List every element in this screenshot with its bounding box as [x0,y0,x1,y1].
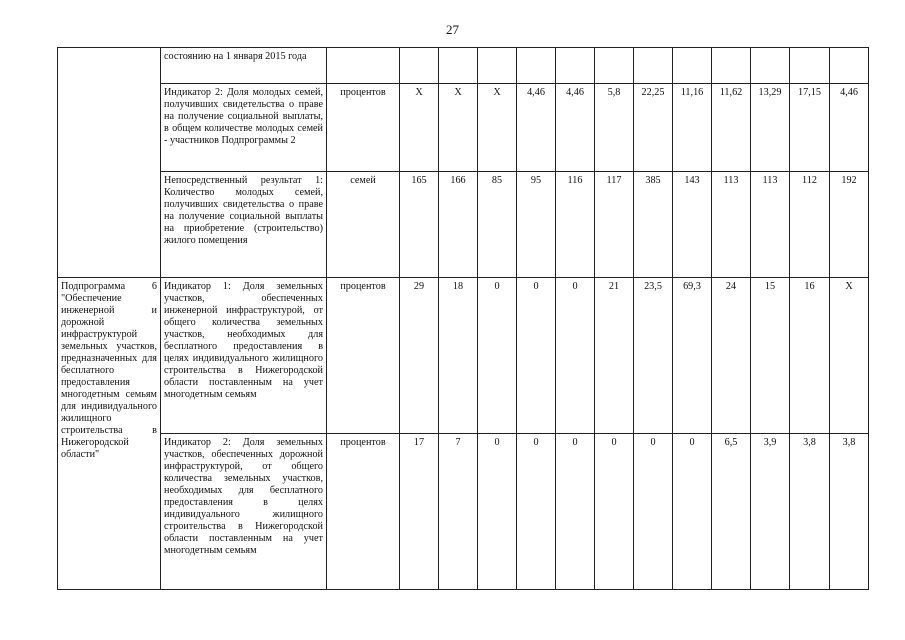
value-cell: 85 [478,172,517,278]
value-cell: 116 [556,172,595,278]
unit-cell: процентов [327,278,400,434]
value-cell: 112 [790,172,830,278]
value-cell: 0 [517,278,556,434]
value-cell: 15 [751,278,790,434]
value-cell: 113 [751,172,790,278]
value-cell: 17 [400,434,439,590]
value-cell: 23,5 [634,278,673,434]
indicators-table [57,47,869,590]
value-cell: 5,8 [595,84,634,172]
indicator-cell: Непосредственный результат 1: Количество молодых семей, получивших свидетельства о праве на получение социальной выплаты на приобретение (строительство) жилого помещения [161,172,327,278]
table-row [58,84,869,172]
value-cell: 0 [478,434,517,590]
value-cell [830,48,869,84]
value-cell: 24 [712,278,751,434]
value-cell: 3,9 [751,434,790,590]
value-cell: 11,62 [712,84,751,172]
value-cell: X [439,84,478,172]
value-cell: 166 [439,172,478,278]
table-row [58,172,869,278]
table-row [58,434,869,590]
value-cell: 165 [400,172,439,278]
value-cell: 21 [595,278,634,434]
value-cell [439,48,478,84]
value-cell: 7 [439,434,478,590]
indicator-cell: Индикатор 2: Доля молодых семей, получивших свидетельства о праве на получение социальной выплаты, в общем количестве молодых семей - участников Подпрограммы 2 [161,84,327,172]
value-cell [751,48,790,84]
value-cell: 22,25 [634,84,673,172]
value-cell [400,48,439,84]
value-cell: 0 [556,278,595,434]
value-cell: 4,46 [556,84,595,172]
value-cell: 29 [400,278,439,434]
value-cell: 0 [673,434,712,590]
value-cell [595,48,634,84]
value-cell: X [400,84,439,172]
value-cell: 0 [595,434,634,590]
table-row [58,48,869,84]
indicator-cell: состоянию на 1 января 2015 года [161,48,327,84]
value-cell: 69,3 [673,278,712,434]
page-number: 27 [446,22,459,37]
value-cell: 0 [634,434,673,590]
value-cell: X [830,278,869,434]
value-cell: 4,46 [830,84,869,172]
indicator-cell: Индикатор 2: Доля земельных участков, обеспеченных дорожной инфраструктурой, от общего количества земельных участков, необходимых для бесплатного предоставления в целях индивидуального жилищного строительства в Нижегородской области поставленным на учет многодетным семьям [161,434,327,590]
value-cell [673,48,712,84]
value-cell: 4,46 [517,84,556,172]
value-cell [634,48,673,84]
value-cell: 6,5 [712,434,751,590]
unit-cell [327,48,400,84]
indicator-cell: Индикатор 1: Доля земельных участков, обеспеченных инженерной инфраструктурой, от общего количества земельных участков, необходимых для бесплатного предоставления в целях индивидуального жилищного строительства в Нижегородской области поставленным на учет многодетным семьям [161,278,327,434]
value-cell [517,48,556,84]
value-cell: 385 [634,172,673,278]
value-cell: 95 [517,172,556,278]
unit-cell: процентов [327,434,400,590]
value-cell: 0 [556,434,595,590]
value-cell: 16 [790,278,830,434]
value-cell [556,48,595,84]
value-cell: 13,29 [751,84,790,172]
value-cell [790,48,830,84]
program-cell-empty [58,48,161,278]
program-cell: Подпрограмма 6 "Обеспечение инженерной и дорожной инфраструктурой земельных участков, предназначенных для бесплатного предоставления многодетным семьям для индивидуального жилищного строительства в Нижегородской области" [58,278,161,590]
value-cell: 0 [478,278,517,434]
unit-cell: процентов [327,84,400,172]
value-cell [712,48,751,84]
value-cell: 192 [830,172,869,278]
value-cell: 143 [673,172,712,278]
unit-cell: семей [327,172,400,278]
table-row [58,278,869,434]
value-cell: 3,8 [790,434,830,590]
value-cell: X [478,84,517,172]
value-cell: 3,8 [830,434,869,590]
value-cell: 113 [712,172,751,278]
value-cell [478,48,517,84]
value-cell: 117 [595,172,634,278]
value-cell: 11,16 [673,84,712,172]
value-cell: 17,15 [790,84,830,172]
value-cell: 0 [517,434,556,590]
value-cell: 18 [439,278,478,434]
